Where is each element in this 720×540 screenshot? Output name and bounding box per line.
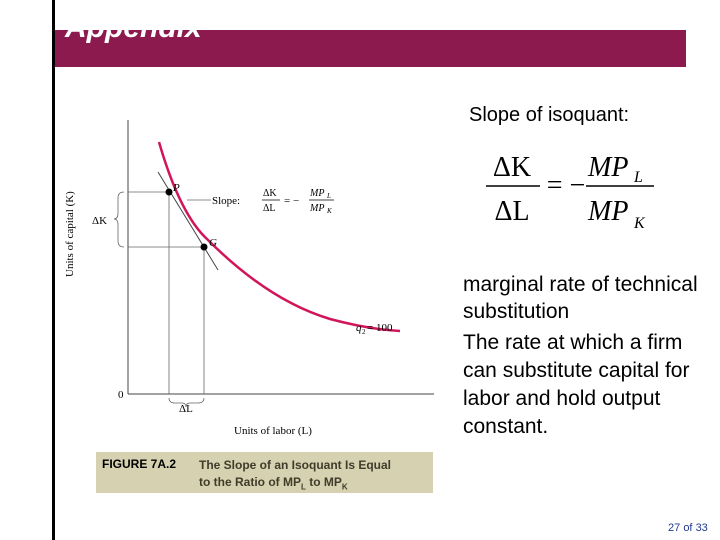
y-axis-label: Units of capital (K) <box>64 191 76 277</box>
delta-k-bracket <box>114 192 124 247</box>
slope-label: Slope: <box>212 195 241 207</box>
figure-caption-line2 <box>199 475 348 491</box>
origin-label: 0 <box>118 389 124 401</box>
x-axis-label: Units of labor (L) <box>234 425 312 437</box>
slope-formula <box>482 146 672 236</box>
slope-den-right: MP <box>310 203 325 214</box>
figure-number: FIGURE 7A.2 <box>102 457 177 471</box>
slope-num-right-sub: L <box>327 192 331 200</box>
slope-num-right: MP <box>310 188 325 199</box>
point-p-label: P <box>173 182 180 194</box>
page-total: 33 <box>695 522 708 534</box>
delta-k-label: ΔK <box>92 215 108 227</box>
isoquant-curve <box>159 142 400 331</box>
figure-caption-line1: The Slope of an Isoquant Is Equal <box>199 458 392 472</box>
isoquant-label: q <box>356 322 362 334</box>
isoquant-graph <box>60 112 440 442</box>
formula-equals-minus: = − <box>546 170 586 201</box>
left-rule <box>52 0 55 540</box>
isoquant-sub: 2 <box>362 328 366 336</box>
formula-den-left: ΔL <box>494 196 530 227</box>
header-bar <box>55 11 686 67</box>
slope-den-left: ΔL <box>263 203 276 214</box>
formula-num-left: ΔK <box>492 152 532 183</box>
point-p <box>166 189 173 196</box>
formula-den-right: MP <box>588 196 629 227</box>
formula-num-right: MP <box>588 152 629 183</box>
isoquant-value: = 100 <box>367 322 393 334</box>
page-current: 27 <box>668 522 681 534</box>
point-g <box>201 244 208 251</box>
slope-den-right-sub: K <box>327 207 332 215</box>
slide-title: Appendix <box>65 11 202 44</box>
delta-l-label: ΔL <box>179 403 193 415</box>
caption-mid: to MP <box>305 475 342 489</box>
mrts-term: marginal rate of technical substitution <box>463 273 698 323</box>
caption-sub-k: K <box>341 482 348 492</box>
page-number <box>668 522 708 534</box>
tangent-line <box>158 172 218 270</box>
caption-prefix: to the Ratio of MP <box>199 475 301 489</box>
caption-sub-l: L <box>301 482 306 492</box>
formula-den-right-sub: K <box>634 215 645 232</box>
page-sep: of <box>683 522 693 534</box>
mrts-definition: The rate at which a firm can substitute capital for labor and hold output constant. <box>463 331 690 438</box>
formula-num-right-sub: L <box>634 169 643 186</box>
point-g-label: G <box>209 237 217 249</box>
figure-caption <box>96 452 433 493</box>
slope-heading: Slope of isoquant: <box>469 104 630 126</box>
slope-num-left: ΔK <box>263 188 277 199</box>
slope-eq: = − <box>284 195 300 207</box>
